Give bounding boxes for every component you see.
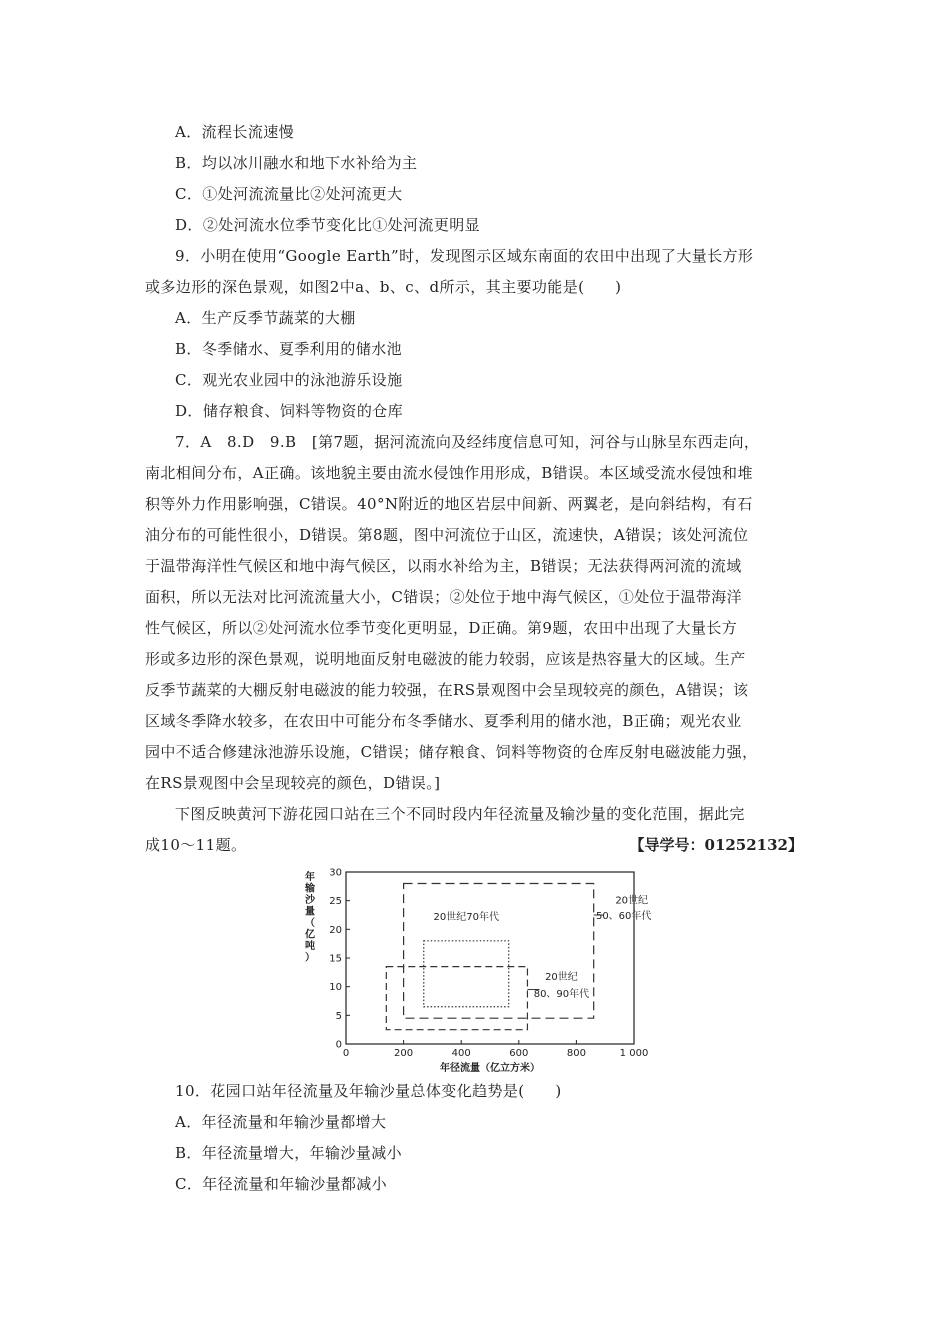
answer-line: 在RS景观图中会呈现较亮的颜色，D错误。] — [145, 774, 441, 792]
y-label-char: 输 — [305, 883, 315, 895]
y-label-char: 量 — [305, 906, 315, 918]
series-label: 50、60年代 — [595, 911, 652, 922]
q8-option-d: D．②处河流水位季节变化比①处河流更明显 — [175, 216, 481, 234]
q9-option-a: A．生产反季节蔬菜的大棚 — [175, 309, 356, 327]
range-boxes — [386, 883, 651, 1029]
q9-option-c: C．观光农业园中的泳池游乐设施 — [175, 371, 403, 389]
answer-line: 园中不适合修建泳池游乐设施，C错误；储存粮食、饲料等物资的仓库反射电磁波能力强， — [145, 743, 758, 761]
answer-line: 区域冬季降水较多，在农田中可能分布冬季储水、夏季利用的储水池，B正确；观光农业 — [145, 712, 742, 730]
q9-stem-line2: 或多边形的深色景观，如图2中a、b、c、d所示，其主要功能是( ) — [145, 278, 622, 296]
q8-option-a: A．流程长流速慢 — [175, 123, 295, 141]
intro-line2: 成10～11题。 — [145, 836, 247, 854]
y-tick-label: 25 — [329, 896, 342, 908]
y-axis-label — [304, 870, 316, 964]
reference-number: 【导学号：01252132】 — [629, 836, 803, 854]
x-tick-label: 0 — [342, 1048, 350, 1059]
answer-line: 南北相间分布，A正确。该地貌主要由流水侵蚀作用形成，B错误。本区域受流水侵蚀和堆 — [145, 464, 753, 482]
y-tick-label: 15 — [329, 953, 342, 965]
series-label: 20世纪 — [545, 971, 578, 983]
x-tick-label: 200 — [394, 1048, 414, 1059]
x-axis-ticks — [343, 1040, 649, 1059]
answer-line: 于温带海洋性气候区和地中海气候区，以雨水补给为主，B错误；无法获得两河流的流域 — [145, 557, 742, 575]
y-label-char: 沙 — [305, 895, 315, 906]
y-label-char: ） — [305, 952, 315, 964]
x-tick-label: 800 — [566, 1048, 586, 1059]
x-tick-label: 1 000 — [619, 1048, 649, 1059]
y-tick-label: 0 — [335, 1039, 342, 1051]
q10-option-b: B．年径流量增大，年输沙量减小 — [175, 1144, 403, 1162]
q8-option-c: C．①处河流流量比②处河流更大 — [175, 185, 403, 203]
answer-line: 面积，所以无法对比河流流量大小，C错误；②处位于地中海气候区，①处位于温带海洋 — [145, 588, 743, 606]
series-label: 20世纪 — [615, 895, 649, 907]
q9-option-d: D．储存粮食、饲料等物资的仓库 — [175, 402, 404, 420]
y-label-char: 亿 — [305, 929, 315, 941]
q10-option-c: C．年径流量和年输沙量都减小 — [175, 1175, 388, 1193]
y-tick-label: 5 — [335, 1010, 342, 1022]
y-tick-label: 30 — [329, 867, 342, 879]
answer-line: 形或多边形的深色景观，说明地面反射电磁波的能力较弱，应该是热容量大的区域。生产 — [145, 650, 746, 668]
intro-line1: 下图反映黄河下游花园口站在三个不同时段内年径流量及输沙量的变化范围，据此完 — [175, 805, 745, 823]
answer-line: 积等外力作用影响强，C错误。40°N附近的地区岩层中间新、两翼老，是向斜结构，有石 — [145, 495, 753, 513]
answer-line: 反季节蔬菜的大棚反射电磁波的能力较强，在RS景观图中会呈现较亮的颜色，A错误；该 — [145, 681, 749, 699]
series-label: 20世纪70年代 — [433, 912, 499, 924]
answer-line: 7．A 8.D 9.B [第7题，据河流流向及经纬度信息可知，河谷与山脉呈东西走向， — [175, 433, 760, 451]
q10-option-a: A．年径流量和年输沙量都增大 — [175, 1113, 387, 1131]
series-label: 80、90年代 — [533, 988, 590, 1000]
y-label-char: 吨 — [305, 941, 315, 952]
y-tick-label: 10 — [329, 982, 342, 994]
q10-stem: 10．花园口站年径流量及年输沙量总体变化趋势是( ) — [175, 1082, 562, 1100]
answer-line: 性气候区，所以②处河流水位季节变化更明显，D正确。第9题，农田中出现了大量长方 — [145, 619, 738, 637]
x-tick-label: 400 — [451, 1048, 471, 1059]
box-1970s — [424, 941, 509, 1007]
runoff-sediment-chart — [290, 862, 670, 1074]
x-tick-label: 600 — [509, 1048, 529, 1059]
q8-option-b: B．均以冰川融水和地下水补给为主 — [175, 154, 418, 172]
answer-line: 油分布的可能性很小，D错误。第8题，图中河流位于山区，流速快，A错误；该处河流位 — [145, 526, 749, 544]
x-axis-label: 年径流量（亿立方米） — [440, 1063, 540, 1074]
y-label-char: （ — [305, 918, 315, 929]
y-axis-ticks — [329, 868, 350, 1051]
q9-option-b: B．冬季储水、夏季利用的储水池 — [175, 340, 403, 358]
y-tick-label: 20 — [329, 924, 342, 936]
box-1980s-1990s — [386, 967, 527, 1030]
q9-stem-line1: 9．小明在使用“Google Earth”时，发现图示区域东南面的农田中出现了大量长方形 — [175, 247, 754, 265]
y-label-char: 年 — [305, 872, 315, 883]
